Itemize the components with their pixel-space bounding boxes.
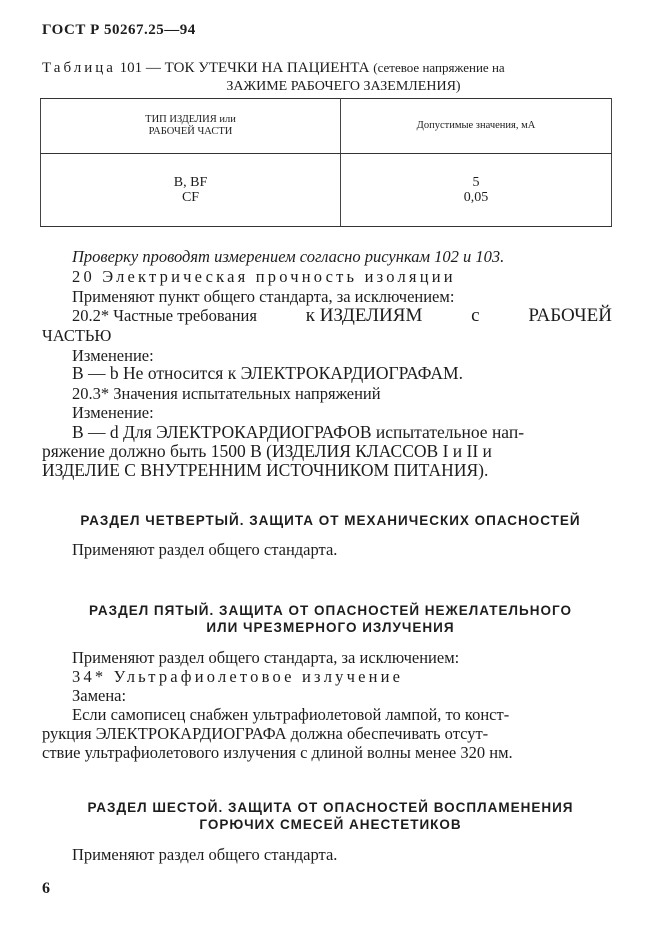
table-header-row xyxy=(41,99,612,154)
clause-b-d-line2: ряжение должно быть 1500 В (ИЗДЕЛИЯ КЛАССОВ I и II и xyxy=(42,441,492,461)
section-5-text-line3: ствие ультрафиолетового излучения с длиной волны менее 320 нм. xyxy=(42,743,513,762)
check-text: Проверку проводят измерением согласно рисункам 102 и 103. xyxy=(72,247,505,266)
table-cell-value: 5 0,05 xyxy=(341,154,612,227)
section-20-2: 20.2* Частные требования к ИЗДЕЛИЯМ с РАБОЧЕЙ xyxy=(72,305,612,326)
table-caption-note: (сетевое напряжение на xyxy=(373,60,505,75)
section-5-title-line1: РАЗДЕЛ ПЯТЫЙ. ЗАЩИТА ОТ ОПАСНОСТЕЙ НЕЖЕЛАТЕЛЬНОГО xyxy=(89,603,572,618)
section-5-title-line2: ИЛИ ЧРЕЗМЕРНОГО ИЗЛУЧЕНИЯ xyxy=(206,620,455,635)
section-20-apply: Применяют пункт общего стандарта, за исключением: xyxy=(72,287,455,306)
section-5-text-line1: Если самописец снабжен ультрафиолетовой лампой, то конст- xyxy=(72,705,510,724)
clause-b-d-line1: В — d Для ЭЛЕКТРОКАРДИОГРАФОВ испытательное нап- xyxy=(72,422,525,442)
section-20-title: 20 Электрическая прочность изоляции xyxy=(72,267,456,286)
table-caption-title: — ТОК УТЕЧКИ НА ПАЦИЕНТА xyxy=(145,60,370,76)
document-code: ГОСТ Р 50267.25—94 xyxy=(42,22,196,38)
change-label-2: Изменение: xyxy=(72,403,154,422)
page-number: 6 xyxy=(42,880,50,897)
section-20-2-cont: ЧАСТЬЮ xyxy=(42,326,112,345)
clause-b-b: В — b Не относится к ЭЛЕКТРОКАРДИОГРАФАМ. xyxy=(72,363,463,383)
section-34-title: 34* Ультрафиолетовое излучение xyxy=(72,667,404,686)
replace-label: Замена: xyxy=(72,686,127,705)
change-label-1: Изменение: xyxy=(72,346,154,365)
section-5-apply: Применяют раздел общего стандарта, за исключением: xyxy=(72,648,460,667)
section-20-3: 20.3* Значения испытательных напряжений xyxy=(72,384,381,403)
table-caption-label: Таблица xyxy=(42,60,116,76)
section-4-title: РАЗДЕЛ ЧЕТВЕРТЫЙ. ЗАЩИТА ОТ МЕХАНИЧЕСКИХ ОПАСНОСТЕЙ xyxy=(80,513,581,528)
table-header-values: Допустимые значения, мА xyxy=(341,99,612,154)
table-header-type: ТИП ИЗДЕЛИЯ или РАБОЧЕЙ ЧАСТИ xyxy=(41,99,341,154)
table-caption xyxy=(42,60,505,77)
table-caption-line2: ЗАЖИМЕ РАБОЧЕГО ЗАЗЕМЛЕНИЯ) xyxy=(226,79,461,94)
table-cell-type: B, BF CF xyxy=(41,154,341,227)
section-6-text: Применяют раздел общего стандарта. xyxy=(72,845,338,864)
leakage-current-table xyxy=(40,98,612,227)
clause-b-d-line3: ИЗДЕЛИЕ С ВНУТРЕННИМ ИСТОЧНИКОМ ПИТАНИЯ). xyxy=(42,460,489,480)
section-5-text-line2: рукция ЭЛЕКТРОКАРДИОГРАФА должна обеспечивать отсут- xyxy=(42,724,489,743)
section-6-title-line1: РАЗДЕЛ ШЕСТОЙ. ЗАЩИТА ОТ ОПАСНОСТЕЙ ВОСПЛАМЕНЕНИЯ xyxy=(87,800,574,815)
section-4-text: Применяют раздел общего стандарта. xyxy=(72,540,338,559)
table-row xyxy=(41,154,612,227)
section-6-title-line2: ГОРЮЧИХ СМЕСЕЙ АНЕСТЕТИКОВ xyxy=(199,817,462,832)
table-caption-number: 101 xyxy=(119,60,143,76)
